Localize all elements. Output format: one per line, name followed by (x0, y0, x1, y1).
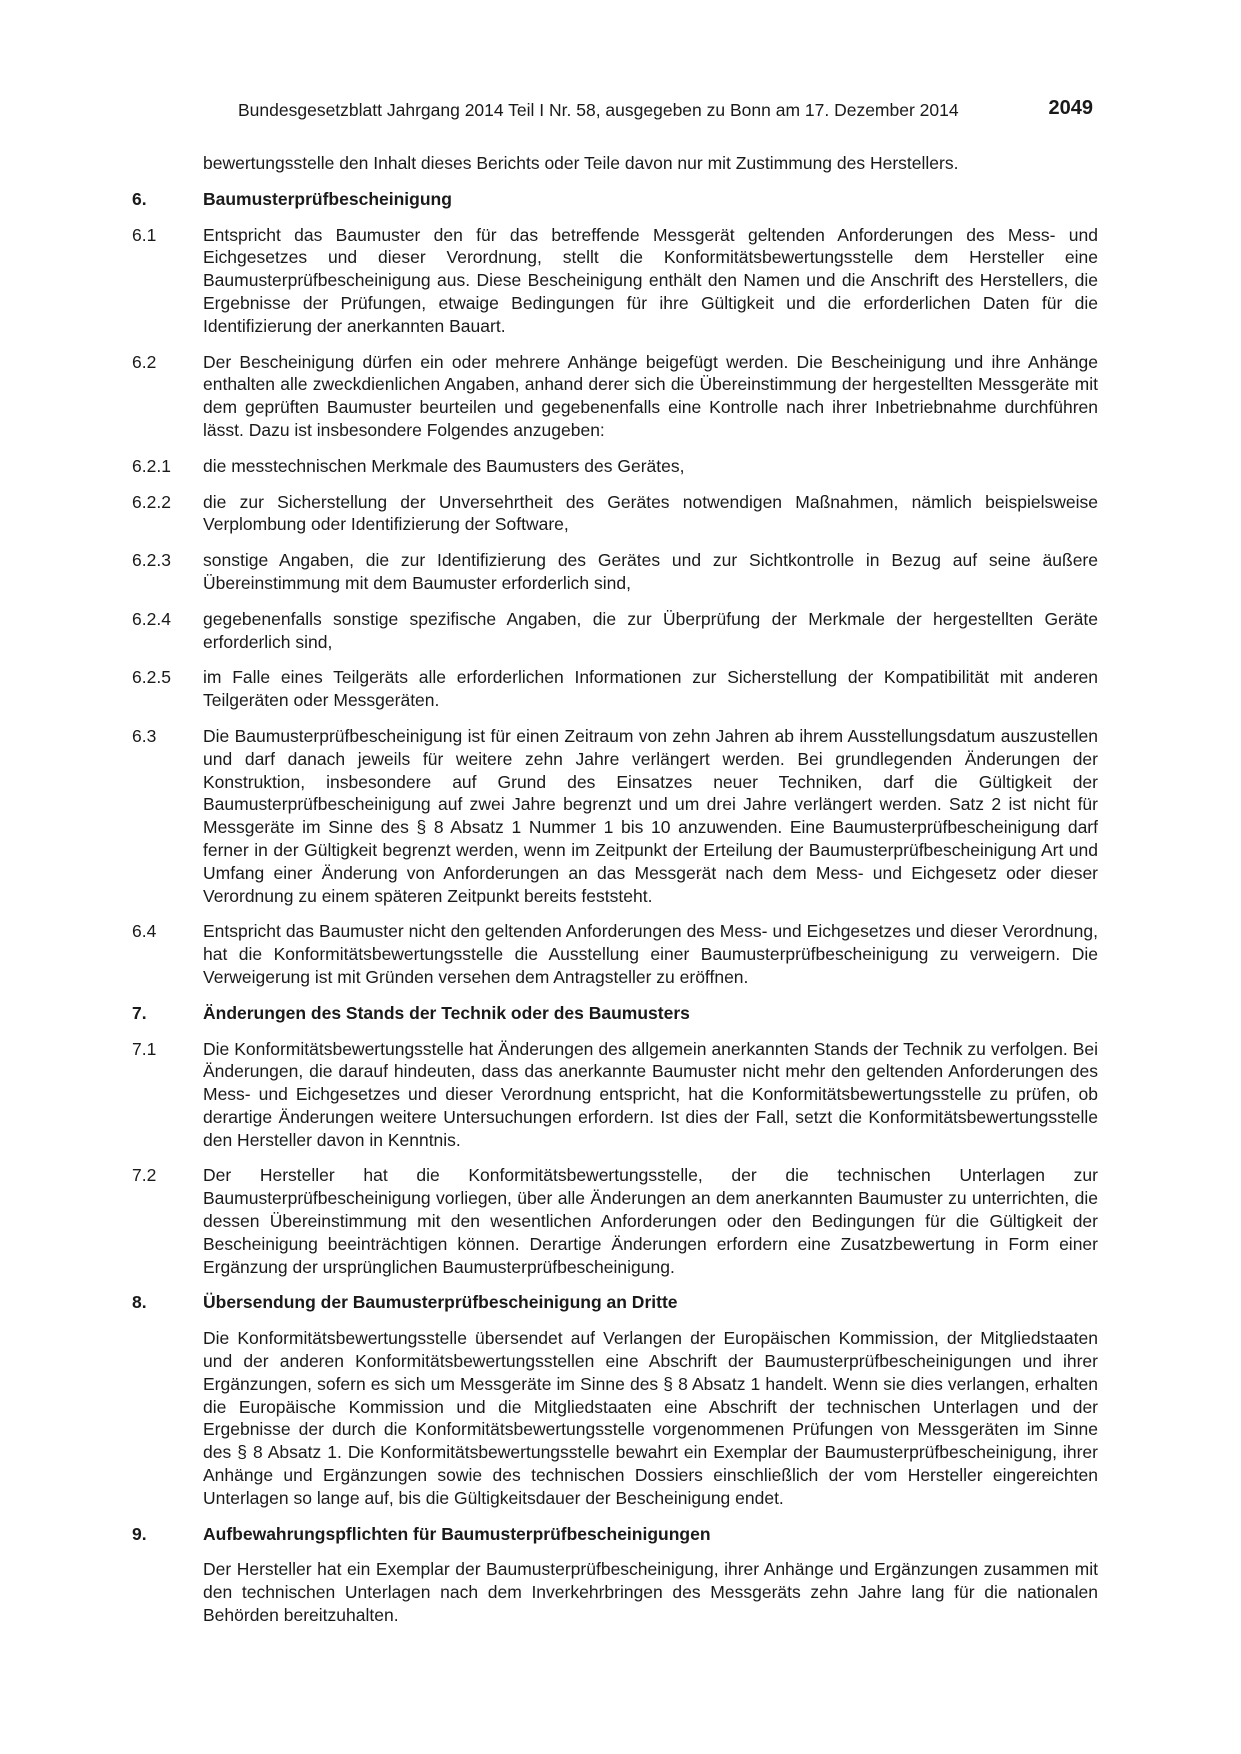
paragraph (132, 1038, 1098, 1152)
section-title: Aufbewahrungspflichten für Baumusterprüfbescheinigungen (203, 1523, 711, 1544)
paragraph (132, 549, 1098, 595)
paragraph-text: Der Hersteller hat ein Exemplar der Baumusterprüfbescheinigung, ihrer Anhänge und Ergänzungen zusammen mit den technischen Unterlagen nach dem Inverkehrbringen des Messgeräts zehn Jahre lang für die nationalen Behörden bereitzuhalten. (203, 1559, 1098, 1626)
paragraph-number: 6.1 (132, 224, 157, 245)
paragraph (132, 608, 1098, 654)
paragraph-number: 6.2.5 (132, 667, 171, 688)
section-heading (132, 1523, 1098, 1546)
paragraph (132, 725, 1098, 907)
paragraph-text: bewertungsstelle den Inhalt dieses Berichts oder Teile davon nur mit Zustimmung des Herstellers. (203, 153, 959, 173)
paragraph-text: die messtechnischen Merkmale des Baumusters des Gerätes, (203, 455, 685, 476)
section-heading (132, 188, 1098, 211)
paragraph-number: 6.2.3 (132, 550, 171, 571)
paragraph-number: 6.3 (132, 725, 157, 746)
paragraph-number: 7.1 (132, 1038, 157, 1059)
paragraph (132, 455, 1098, 478)
page-header (238, 97, 1093, 126)
paragraph-text: im Falle eines Teilgeräts alle erforderlichen Informationen zur Sicherstellung der Kompatibilität mit anderen Teilgeräten oder Messgeräten. (203, 667, 1098, 711)
paragraph-number: 6.2.2 (132, 491, 171, 512)
paragraph-number: 6.2.1 (132, 455, 171, 476)
paragraph (132, 666, 1098, 712)
section-title: Änderungen des Stands der Technik oder des Baumusters (203, 1002, 690, 1023)
section-number: 9. (132, 1523, 147, 1544)
section-number: 6. (132, 188, 147, 209)
paragraph-text: Der Bescheinigung dürfen ein oder mehrere Anhänge beigefügt werden. Die Bescheinigung und ihre Anhänge enthalten alle zweckdienlichen Angaben, anhand derer sich die Übereinstimmung der hergestellten Messgeräte mit dem geprüften Baumuster beurteilen und gegebenenfalls eine Kontrolle nach ihrer Inbetriebnahme durchführen lässt. Dazu ist insbesondere Folgendes anzugeben: (203, 351, 1098, 440)
paragraph-number: 6.2 (132, 351, 157, 372)
paragraph-number: 6.2.4 (132, 608, 171, 629)
paragraph (132, 1164, 1098, 1278)
paragraph-text: Die Konformitätsbewertungsstelle hat Änderungen des allgemein anerkannten Stands der Technik zu verfolgen. Bei Änderungen, die darauf hindeuten, dass das anerkannte Baumuster nicht mehr den geltenden Anforderungen des Mess- und Eichgesetzes und dieser Verordnung entspricht, hat die Konformitätsbewertungsstelle zu prüfen, ob derartige Änderungen weitere Untersuchungen erfordern. Ist dies der Fall, setzt die Konformitätsbewertungsstelle den Hersteller davon in Kenntnis. (203, 1038, 1098, 1150)
paragraph-text: gegebenenfalls sonstige spezifische Angaben, die zur Überprüfung der Merkmale der hergestellten Geräte erforderlich sind, (203, 608, 1098, 652)
paragraph (132, 224, 1098, 338)
section-number: 8. (132, 1292, 147, 1313)
paragraph-text: sonstige Angaben, die zur Identifizierung des Gerätes und zur Sichtkontrolle in Bezug auf seine äußere Übereinstimmung mit dem Baumuster erforderlich sind, (203, 550, 1098, 593)
section-title: Baumusterprüfbescheinigung (203, 188, 452, 209)
paragraph-text: Entspricht das Baumuster den für das betreffende Messgerät geltenden Anforderungen des Mess- und Eichgesetzes und dieser Verordnung, stellt die Konformitätsbewertungsstelle dem Hersteller eine Baumusterprüfbescheinigung aus. Diese Bescheinigung enthält den Namen und die Anschrift des Herstellers, die Ergebnisse der Prüfungen, etwaige Bedingungen für ihre Gültigkeit und die erforderlichen Daten für die Identifizierung der anerkannten Bauart. (203, 224, 1098, 336)
paragraph (132, 920, 1098, 988)
paragraph (132, 491, 1098, 537)
paragraph-text: die zur Sicherstellung der Unversehrtheit des Gerätes notwendigen Maßnahmen, nämlich beispielsweise Verplombung oder Identifizierung der Software, (203, 491, 1098, 535)
paragraph-number: 6.4 (132, 921, 157, 942)
paragraph (132, 152, 1098, 175)
paragraph (132, 1558, 1098, 1626)
section-heading (132, 1002, 1098, 1025)
page-number: 2049 (1048, 97, 1093, 119)
paragraph-text: Die Baumusterprüfbescheinigung ist für einen Zeitraum von zehn Jahren ab ihrem Ausstellungsdatum auszustellen und darf danach jeweils für weitere zehn Jahre verlängert werden. Bei grundlegenden Änderungen der Konstruktion, insbesondere auf Grund des Einsatzes neuer Techniken, darf die Gültigkeit der Baumusterprüfbescheinigung auf zwei Jahre begrenzt und um drei Jahre verlängert werden. Satz 2 ist nicht für Messgeräte im Sinne des § 8 Absatz 1 Nummer 1 bis 10 anzuwenden. Eine Baumusterprüfbescheinigung darf ferner in der Gültigkeit begrenzt werden, wenn im Zeitpunkt der Erteilung der Baumusterprüfbescheinigung Art und Umfang einer Änderung von Anforderungen an das Messgerät nach dem Mess- und Eichgesetz oder dieser Verordnung zu einem späteren Zeitpunkt bereits feststeht. (203, 725, 1098, 906)
paragraph-text: Der Hersteller hat die Konformitätsbewertungsstelle, der die technischen Unterlagen zur Baumusterprüfbescheinigung vorliegen, über alle Änderungen an dem anerkannten Baumuster zu unterrichten, die dessen Übereinstimmung mit den wesentlichen Anforderungen oder den Bedingungen für die Gültigkeit der Bescheinigung beeinträchtigen können. Derartige Änderungen erfordern eine Zusatzbewertung in Form einer Ergänzung der ursprünglichen Baumusterprüfbescheinigung. (203, 1165, 1098, 1277)
section-heading (132, 1291, 1098, 1314)
paragraph (132, 351, 1098, 442)
document-body (132, 152, 1098, 1640)
gazette-title: Bundesgesetzblatt Jahrgang 2014 Teil I Nr. 58, ausgegeben zu Bonn am 17. Dezember 2014 (238, 100, 959, 120)
paragraph-text: Die Konformitätsbewertungsstelle übersendet auf Verlangen der Europäischen Kommission, der Mitgliedstaaten und der anderen Konformitätsbewertungsstellen eine Abschrift der Baumusterprüfbescheinigungen und ihrer Ergänzungen, sofern es sich um Messgeräte im Sinne des § 8 Absatz 1 handelt. Wenn sie dies verlangen, erhalten die Europäische Kommission und die Mitgliedstaaten eine Abschrift der technischen Unterlagen und der Ergebnisse der durch die Konformitätsbewertungsstelle vorgenommenen Prüfungen von Messgeräten im Sinne des § 8 Absatz 1. Die Konformitätsbewertungsstelle bewahrt ein Exemplar der Baumusterprüfbescheinigung, ihrer Anhänge und Ergänzungen sowie des technischen Dossiers einschließlich der vom Hersteller eingereichten Unterlagen so lange auf, bis die Gültigkeitsdauer der Bescheinigung endet. (203, 1328, 1098, 1508)
paragraph-number: 7.2 (132, 1165, 157, 1186)
section-title: Übersendung der Baumusterprüfbescheinigung an Dritte (203, 1292, 678, 1313)
paragraph-text: Entspricht das Baumuster nicht den geltenden Anforderungen des Mess- und Eichgesetzes und dieser Verordnung, hat die Konformitätsbewertungsstelle die Ausstellung einer Baumusterprüfbescheinigung zu verweigern. Die Verweigerung ist mit Gründen versehen dem Antragsteller zu eröffnen. (203, 921, 1098, 987)
section-number: 7. (132, 1002, 147, 1023)
paragraph (132, 1327, 1098, 1509)
